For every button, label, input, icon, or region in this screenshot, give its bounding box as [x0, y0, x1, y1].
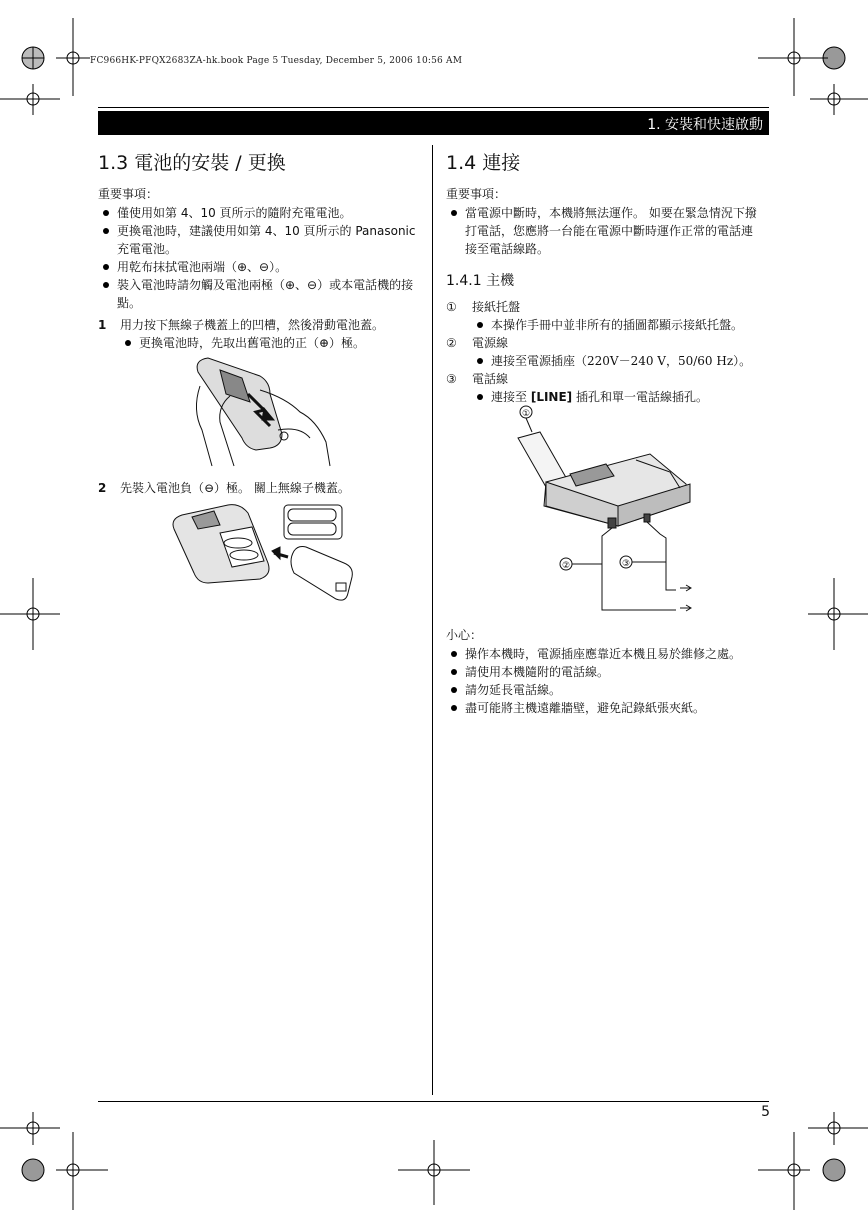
part-item-2	[446, 334, 764, 352]
list-item: 盡可能將主機遠離牆壁，避免記錄紙張夾紙。	[446, 699, 764, 717]
marker: ①	[446, 300, 457, 314]
book-info-line: FC966HK-PFQX2683ZA-hk.book Page 5 Tuesday, December 5, 2006 10:56 AM	[90, 56, 463, 66]
section-title-battery: 1.3 電池的安裝 / 更換	[98, 152, 286, 174]
list-item: 請使用本機隨附的電話線。	[446, 663, 764, 681]
part-label: 接紙托盤	[472, 300, 521, 314]
marker: ③	[446, 372, 457, 386]
battery-insertion-illustration	[168, 503, 358, 603]
battery-notes-list	[98, 204, 420, 312]
part-item-3	[446, 370, 764, 388]
step-number: 2	[98, 481, 107, 495]
list-item: 更換電池時，先取出舊電池的正（⊕）極。	[120, 334, 420, 352]
caution-label: 小心：	[446, 628, 483, 642]
handset-cover-illustration	[190, 350, 340, 470]
list-item: 本操作手冊中並非所有的插圖都顯示接紙托盤。	[472, 316, 764, 334]
part-sublist	[472, 352, 764, 370]
sub-suffix: 插孔和單一電話線插孔。	[572, 390, 708, 404]
list-item: 裝入電池時請勿觸及電池兩極（⊕、⊖）或本電話機的接點。	[98, 276, 420, 312]
part-item-1	[446, 298, 764, 316]
step-number: 1	[98, 318, 107, 332]
connection-notes-list	[446, 204, 764, 258]
part-sublist	[472, 316, 764, 334]
page-number: 5	[761, 1104, 770, 1120]
chapter-header-bar	[98, 111, 769, 135]
caution-list	[446, 645, 764, 717]
footer-rule	[98, 1101, 769, 1102]
list-item: 僅使用如第 4、10 頁所示的隨附充電電池。	[98, 204, 420, 222]
caution-block	[446, 626, 764, 717]
part-label: 電話線	[472, 372, 509, 386]
step-2	[98, 479, 420, 497]
subsection-title-base-unit: 1.4.1 主機	[446, 273, 515, 289]
parts-list	[446, 298, 764, 406]
marker: ②	[446, 336, 457, 350]
part-label: 電源線	[472, 336, 509, 350]
left-column	[98, 148, 420, 352]
list-item: 用乾布抹拭電池兩端（⊕、⊖）。	[98, 258, 420, 276]
list-item: 當電源中斷時，本機將無法運作。 如要在緊急情況下撥打電話，您應將一台能在電源中斷時運作正常的電話連接至電話線路。	[446, 204, 764, 258]
sub-prefix: 連接至	[491, 390, 531, 404]
step-text: 用力按下無線子機蓋上的凹槽，然後滑動電池蓋。	[120, 318, 385, 332]
list-item: 更換電池時，建議使用如第 4、10 頁所示的 Panasonic 充電電池。	[98, 222, 420, 258]
list-item: 請勿延長電話線。	[446, 681, 764, 699]
line-key: [LINE]	[530, 390, 573, 404]
column-divider	[432, 145, 433, 1095]
figure-label-1: ①	[521, 409, 531, 419]
fax-connection-illustration	[510, 402, 700, 622]
important-label: 重要事項：	[98, 187, 159, 201]
list-item: 連接至電源插座（220V－240 V，50/60 Hz）。	[472, 352, 764, 370]
step-text: 先裝入電池負（⊖）極。 關上無線子機蓋。	[120, 481, 350, 495]
important-label: 重要事項：	[446, 187, 507, 201]
figure-label-2: ②	[561, 561, 571, 571]
right-column	[446, 148, 764, 406]
header-rule	[98, 107, 769, 108]
chapter-title: 1. 安裝和快速啟動	[647, 117, 763, 133]
figure-label-3: ③	[621, 559, 631, 569]
list-item: 操作本機時，電源插座應靠近本機且易於維修之處。	[446, 645, 764, 663]
step-1	[98, 316, 420, 334]
section-title-connections: 1.4 連接	[446, 152, 521, 174]
